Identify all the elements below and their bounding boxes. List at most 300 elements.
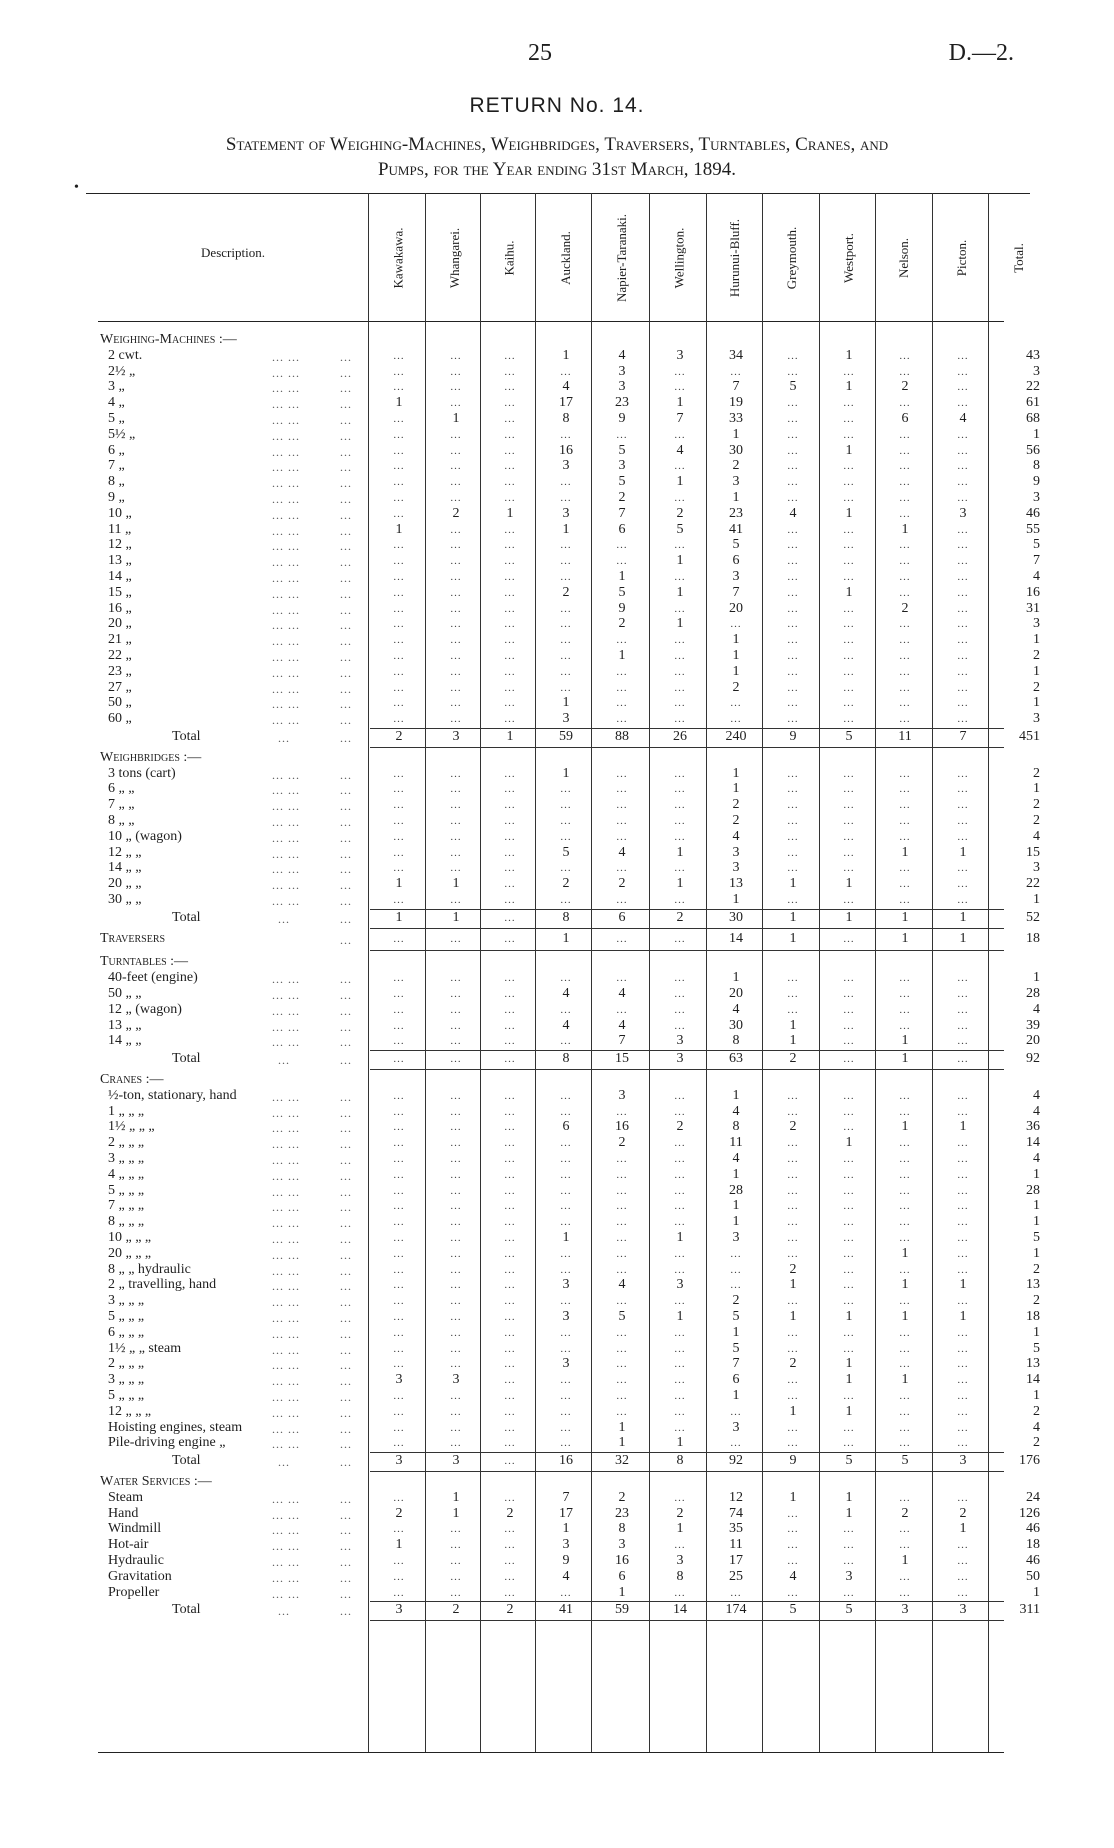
table-cell: ... (899, 1295, 911, 1308)
table-cell: 1 (789, 930, 797, 946)
column-header-text: Picton. (954, 239, 970, 276)
table-cell: ... (616, 1247, 628, 1260)
table-cell: 4 (1033, 828, 1040, 844)
table-cell: 46 (1026, 1553, 1040, 1568)
table-cell: ... (393, 1168, 405, 1181)
table-cell: 3 (395, 1602, 403, 1618)
table-cell: 39 (1026, 1017, 1040, 1033)
table-cell: ... (393, 815, 405, 827)
total-label: Total (172, 1453, 201, 1469)
table-cell: ... (450, 349, 462, 362)
table-cell: ... (957, 1200, 969, 1213)
row-label: 21 „ (108, 632, 132, 648)
table-cell: ... (393, 1089, 405, 1102)
table-cell: ... (730, 1405, 742, 1418)
table-cell: ... (843, 894, 855, 906)
table-cell: ... (957, 862, 969, 875)
leader-dots: ... (340, 1200, 352, 1215)
table-cell: ... (504, 1523, 516, 1536)
table-cell: 16 (615, 1553, 629, 1568)
table-cell: ... (674, 1168, 686, 1181)
table-cell: 8 (618, 1521, 626, 1537)
table-cell: ... (843, 602, 855, 615)
table-cell: ... (843, 1184, 855, 1197)
table-cell: ... (674, 460, 686, 473)
table-cell: ... (787, 555, 799, 568)
table-cell: ... (957, 1437, 969, 1450)
table-cell: 176 (1019, 1453, 1040, 1469)
table-cell: 1 (395, 395, 403, 411)
table-cell: ... (560, 1437, 572, 1450)
table-cell: ... (616, 1168, 628, 1181)
table-cell: 9 (1033, 474, 1040, 490)
leader-dots: ... (340, 349, 352, 364)
table-cell: 1 (676, 395, 684, 411)
table-cell: 52 (1026, 909, 1040, 925)
table-cell: ... (787, 862, 799, 875)
table-cell: ... (957, 1247, 969, 1260)
table-cell: ... (899, 697, 911, 710)
table-cell: ... (560, 1003, 572, 1016)
table-cell: ... (504, 1342, 516, 1355)
table-cell: 1 (959, 909, 967, 925)
table-cell: ... (674, 665, 686, 678)
table-cell: 1 (618, 648, 626, 663)
table-cell: 2 (1033, 1435, 1040, 1451)
table-cell: 33 (729, 411, 743, 426)
table-cell: ... (393, 1358, 405, 1371)
table-cell: ... (843, 1263, 855, 1276)
leader-dots: ... ... (272, 460, 300, 475)
leader-dots: ... (340, 988, 352, 1002)
table-cell: 4 (618, 347, 626, 363)
table-cell: ... (393, 1326, 405, 1339)
table-cell: 2 (789, 1051, 797, 1067)
row-label: 2 „ „ „ (108, 1135, 145, 1151)
table-cell: 1 (901, 1119, 909, 1135)
table-cell: 1 (845, 1372, 853, 1388)
table-cell: ... (730, 1437, 742, 1450)
table-cell: ... (616, 862, 628, 875)
table-cell: 18 (1026, 930, 1040, 946)
table-cell: ... (787, 697, 799, 710)
table-cell: ... (560, 428, 572, 441)
table-cell: 1 (1033, 632, 1040, 648)
table-cell: 1 (562, 521, 570, 537)
table-cell: 16 (1026, 584, 1040, 600)
table-cell: 28 (729, 1182, 743, 1198)
table-cell: ... (674, 539, 686, 552)
table-cell: ... (504, 1019, 516, 1032)
table-cell: ... (616, 1263, 628, 1276)
table-cell: 1 (732, 1087, 740, 1103)
table-cell: ... (674, 1358, 686, 1371)
table-cell: 1 (959, 1277, 967, 1293)
table-cell: 5 (732, 537, 740, 553)
leader-dots: ... ... (272, 1121, 300, 1136)
table-cell: ... (843, 665, 855, 678)
table-cell: ... (843, 1053, 855, 1066)
leader-dots: ... ... (272, 894, 300, 908)
table-cell: ... (787, 1089, 799, 1102)
table-cell: ... (957, 1232, 969, 1244)
table-cell: 126 (1019, 1505, 1040, 1521)
table-cell: 8 (1033, 458, 1040, 474)
table-cell: 4 (789, 1568, 797, 1584)
table-cell: 9 (618, 600, 626, 616)
table-cell: 43 (1026, 347, 1040, 363)
table-cell: 41 (559, 1602, 573, 1618)
table-cell: ... (674, 799, 686, 812)
leader-dots: ... (278, 731, 290, 745)
table-cell: ... (450, 428, 462, 441)
leader-dots: ... (340, 1137, 352, 1152)
table-cell: ... (393, 972, 405, 985)
table-cell: 46 (1026, 505, 1040, 521)
table-cell: 2 (1033, 765, 1040, 781)
table-cell: 1 (452, 876, 460, 892)
table-cell: 3 (618, 1537, 626, 1553)
table-cell: ... (843, 1586, 855, 1599)
table-cell: ... (674, 1019, 686, 1032)
table-cell: ... (899, 1358, 911, 1371)
table-cell: ... (560, 1374, 572, 1387)
table-cell: 1 (562, 695, 570, 711)
table-cell: ... (957, 815, 969, 827)
table-cell: ... (674, 1295, 686, 1308)
table-cell: 19 (729, 395, 743, 411)
table-cell: ... (393, 681, 405, 694)
table-cell: 3 (676, 1277, 684, 1293)
table-cell: ... (899, 1105, 911, 1118)
table-cell: ... (450, 681, 462, 694)
table-cell: ... (393, 1421, 405, 1434)
table-cell: 5 (618, 1309, 626, 1324)
row-label: 7 „ „ (108, 797, 135, 813)
table-cell: ... (674, 1216, 686, 1229)
table-cell: ... (450, 988, 462, 1000)
table-cell: 3 (618, 379, 626, 395)
table-cell: 28 (1026, 986, 1040, 1001)
table-cell: ... (393, 1263, 405, 1276)
table-cell: ... (504, 988, 516, 1000)
table-cell: 1 (395, 1537, 403, 1553)
table-cell: 1 (901, 1051, 909, 1067)
row-label: Hand (108, 1505, 139, 1521)
table-cell: ... (393, 1035, 405, 1048)
table-cell: ... (393, 650, 405, 662)
table-cell: ... (899, 618, 911, 631)
table-cell: ... (843, 1342, 855, 1355)
table-cell: 6 (732, 553, 740, 569)
table-cell: 2 (452, 1602, 460, 1618)
leader-dots: ... ... (272, 972, 300, 987)
table-cell: ... (899, 681, 911, 694)
table-cell: 1 (506, 505, 514, 521)
table-cell: ... (787, 1586, 799, 1599)
total-label: Total (172, 729, 201, 744)
leader-dots: ... ... (272, 492, 300, 506)
row-label: 30 „ „ (108, 892, 142, 907)
table-cell: ... (504, 783, 516, 796)
table-cell: ... (674, 767, 686, 780)
leader-dots: ... (340, 1311, 352, 1325)
table-cell: 3 (562, 458, 570, 474)
table-cell: ... (504, 799, 516, 812)
table-cell: 1 (1033, 970, 1040, 986)
table-cell: 2 (395, 729, 403, 744)
table-cell: 3 (1033, 616, 1040, 632)
row-label: 50 „ (108, 695, 132, 711)
table-cell: ... (674, 1263, 686, 1276)
column-header-text: Wellington. (671, 227, 687, 288)
table-cell: ... (504, 665, 516, 678)
table-cell: ... (393, 1491, 405, 1504)
table-cell: 3 (1033, 711, 1040, 727)
column-header-text: Nelson. (896, 237, 912, 278)
table-cell: 6 (562, 1119, 570, 1135)
table-cell: 41 (729, 521, 743, 537)
table-cell: 1 (845, 1505, 853, 1521)
table-cell: ... (957, 1374, 969, 1387)
table-cell: 8 (562, 909, 570, 925)
row-label: 12 „ (wagon) (108, 1001, 182, 1017)
table-cell: 1 (618, 1419, 626, 1435)
table-cell: ... (674, 365, 686, 378)
document-reference: D.—2. (948, 40, 1014, 66)
leader-dots: ... ... (272, 1216, 300, 1231)
leader-dots: ... (340, 894, 352, 908)
table-cell: ... (787, 988, 799, 1000)
table-cell: ... (787, 1342, 799, 1355)
row-label: 23 „ (108, 663, 132, 679)
table-cell: 5 (562, 844, 570, 860)
leader-dots: ... ... (272, 1491, 300, 1506)
table-cell: ... (957, 602, 969, 615)
row-label: 14 „ (108, 569, 132, 584)
leader-dots: ... ... (272, 555, 300, 570)
table-cell: ... (957, 349, 969, 362)
table-cell: ... (616, 1295, 628, 1308)
row-label: 2½ „ (108, 363, 136, 379)
table-cell: 1 (845, 1356, 853, 1372)
table-cell: 1 (562, 930, 570, 946)
row-label: 14 „ „ (108, 860, 142, 876)
leader-dots: ... ... (272, 767, 300, 782)
table-cell: ... (450, 1089, 462, 1102)
table-cell: ... (504, 1247, 516, 1260)
table-cell: 16 (615, 1119, 629, 1135)
table-cell: ... (504, 571, 516, 583)
table-cell: ... (393, 1053, 405, 1066)
table-cell: ... (957, 1105, 969, 1118)
table-cell: 5 (618, 474, 626, 490)
leader-dots: ... (340, 1019, 352, 1034)
table-cell: 1 (959, 1119, 967, 1135)
table-cell: ... (450, 618, 462, 631)
table-cell: 35 (729, 1521, 743, 1537)
table-cell: 4 (789, 505, 797, 521)
table-cell: ... (560, 571, 572, 583)
table-cell: ... (843, 1555, 855, 1567)
table-cell: ... (504, 523, 516, 536)
table-cell: ... (504, 1455, 516, 1468)
leader-dots: ... (340, 1326, 352, 1341)
table-cell: ... (504, 1570, 516, 1583)
leader-dots: ... ... (272, 1263, 300, 1278)
table-cell: ... (616, 767, 628, 780)
table-cell: ... (899, 1263, 911, 1276)
table-cell: 5 (1033, 1340, 1040, 1356)
table-cell: ... (504, 830, 516, 843)
table-cell: 2 (506, 1505, 514, 1521)
table-cell: ... (393, 799, 405, 812)
table-cell: 68 (1026, 411, 1040, 426)
leader-dots: ... (340, 1342, 352, 1357)
table-cell: 1 (789, 1489, 797, 1505)
table-cell: 3 (676, 1553, 684, 1568)
table-cell: ... (450, 1184, 462, 1197)
table-cell: ... (843, 523, 855, 536)
table-cell: ... (393, 1137, 405, 1150)
section-heading-water-services: Water Services :— (100, 1474, 212, 1489)
table-cell: 1 (562, 765, 570, 781)
table-cell: ... (504, 1311, 516, 1323)
table-cell: 1 (845, 876, 853, 892)
leader-dots: ... (340, 1168, 352, 1183)
table-cell: ... (957, 1342, 969, 1355)
table-cell: ... (616, 1232, 628, 1244)
table-cell: 3 (1033, 363, 1040, 379)
table-cell: ... (450, 1035, 462, 1048)
table-cell: ... (787, 1003, 799, 1016)
table-cell: ... (899, 783, 911, 796)
table-cell: ... (899, 1019, 911, 1032)
table-cell: ... (787, 571, 799, 583)
table-cell: 34 (729, 347, 743, 363)
table-cell: ... (843, 1035, 855, 1048)
table-cell: ... (560, 539, 572, 552)
table-cell: ... (787, 783, 799, 796)
table-cell: ... (504, 586, 516, 599)
table-cell: 1 (395, 521, 403, 537)
table-cell: 4 (562, 986, 570, 1001)
leader-dots: ... ... (272, 1374, 300, 1389)
leader-dots: ... ... (272, 381, 300, 396)
table-cell: ... (560, 830, 572, 843)
row-label: 7 „ (108, 458, 125, 474)
table-cell: ... (450, 555, 462, 568)
leader-dots: ... (340, 1279, 352, 1294)
table-cell: ... (393, 665, 405, 678)
table-cell: ... (504, 365, 516, 378)
table-cell: 23 (615, 395, 629, 411)
table-cell: ... (787, 799, 799, 812)
table-cell: ... (843, 476, 855, 489)
table-cell: ... (957, 1184, 969, 1197)
row-label: 3 „ „ „ (108, 1293, 145, 1309)
table-cell: 5 (901, 1453, 909, 1469)
table-cell: ... (787, 618, 799, 631)
table-cell: ... (450, 1105, 462, 1118)
table-cell: ... (560, 1326, 572, 1339)
table-cell: ... (450, 1003, 462, 1016)
leader-dots: ... (340, 815, 352, 829)
table-cell: 3 (562, 711, 570, 727)
leader-dots: ... (340, 713, 352, 728)
leader-dots: ... ... (272, 618, 300, 633)
table-cell: 2 (1033, 648, 1040, 663)
table-cell: ... (957, 397, 969, 410)
leader-dots: ... ... (272, 665, 300, 680)
table-cell: ... (957, 665, 969, 678)
leader-dots: ... (340, 428, 352, 443)
table-cell: ... (957, 972, 969, 985)
leader-dots: ... (340, 571, 352, 585)
row-label: Propeller (108, 1584, 160, 1600)
table-cell: 1 (1033, 892, 1040, 907)
table-cell: ... (899, 1570, 911, 1583)
table-cell: ... (560, 1105, 572, 1118)
table-cell: 16 (559, 1453, 573, 1469)
table-cell: ... (730, 713, 742, 726)
table-cell: 1 (789, 876, 797, 892)
table-cell: 3 (732, 1230, 740, 1245)
table-cell: 1 (732, 1324, 740, 1340)
table-cell: ... (560, 1168, 572, 1181)
table-cell: ... (674, 681, 686, 694)
table-cell: 17 (729, 1553, 743, 1568)
leader-dots: ... ... (272, 1105, 300, 1120)
table-cell: 5 (845, 1453, 853, 1469)
table-cell: 1 (676, 1521, 684, 1537)
table-cell: 2 (959, 1505, 967, 1521)
table-cell: 3 (732, 1419, 740, 1435)
table-cell: ... (393, 1405, 405, 1418)
table-cell: 14 (673, 1602, 687, 1618)
table-cell: 2 (452, 505, 460, 521)
table-cell: ... (616, 555, 628, 568)
table-cell: 5 (732, 1340, 740, 1356)
table-cell: ... (393, 507, 405, 520)
table-cell: ... (450, 1232, 462, 1244)
table-cell: ... (450, 1437, 462, 1450)
leader-dots: ... (340, 911, 352, 926)
table-cell: ... (616, 1200, 628, 1213)
table-cell: 8 (732, 1119, 740, 1135)
table-cell: ... (787, 1232, 799, 1244)
table-cell: 1 (901, 1553, 909, 1568)
leader-dots: ... (340, 1121, 352, 1136)
table-cell: ... (957, 571, 969, 583)
table-cell: ... (393, 1523, 405, 1536)
leader-dots: ... (340, 767, 352, 782)
table-cell: ... (787, 846, 799, 859)
table-cell: 1 (395, 876, 403, 892)
table-cell: 7 (618, 1033, 626, 1049)
table-cell: 1 (1033, 1214, 1040, 1230)
table-cell: ... (450, 1555, 462, 1567)
leader-dots: ... (340, 1604, 352, 1619)
table-cell: ... (560, 665, 572, 678)
table-cell: ... (957, 555, 969, 568)
leader-dots: ... (340, 1053, 352, 1068)
leader-dots: ... (340, 381, 352, 396)
leader-dots: ... (340, 1247, 352, 1262)
table-cell: 1 (1033, 1166, 1040, 1182)
table-cell: 30 (729, 442, 743, 458)
table-cell: ... (560, 1184, 572, 1197)
